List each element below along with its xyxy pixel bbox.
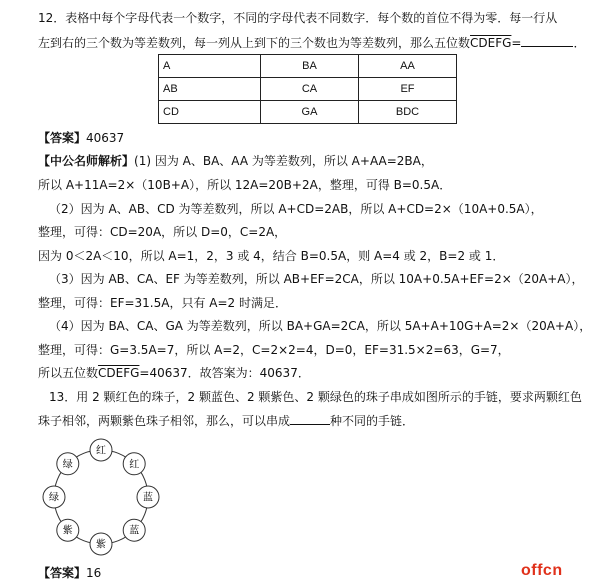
table-cell: BA [261,55,359,78]
answer-label: 【答案】 [38,131,87,145]
table-row [159,55,457,78]
analysis-line-9: 整理，可得：G=3.5A=7，所以 A=2，C=2×2=4，D=0，EF=31.5×2=63，G=7， [38,343,510,357]
answer-blank [521,34,573,47]
beads [43,439,159,555]
analysis-line-4: 整理，可得：CD=20A，所以 D=0，C=2A， [38,225,287,239]
table-cell: AB [159,78,261,101]
bead-bracelet-diagram [36,433,166,561]
bead-label: 绿 [49,492,59,504]
q13-line1: 13．用 2 颗红色的珠子，2 颗蓝色、2 颗紫色、2 颗绿色的珠子串成如图所示的手链，要求两颗红色 [49,390,582,404]
overlined-number: CDEFG [470,36,512,50]
bead [123,519,145,541]
equals-sign: = [511,36,522,50]
q13-text: 珠子相邻，两颗紫色珠子相邻，那么，可以串成 [38,414,291,428]
bead-label: 红 [129,459,140,471]
q13-line2 [38,412,414,429]
bead-label: 绿 [62,459,73,471]
letter-table [158,54,457,124]
bead [137,486,159,508]
answer-value: 16 [86,566,102,580]
bead [90,533,112,555]
analysis-line-7: 整理，可得：EF=31.5A，只有 A=2 时满足． [38,296,287,310]
table-cell: AA [359,55,457,78]
analysis-line-6: （3）因为 AB、CA、EF 为等差数列，所以 AB+EF=2CA，所以 10A+0.5A+EF=2×（20A+A）， [49,272,584,286]
bead [57,519,79,541]
analysis-line-5: 因为 0＜2A＜10，所以 A=1，2，3 或 4，结合 B=0.5A，则 A=4 或 2，B=2 或 1． [38,249,505,263]
bead [123,453,145,475]
q13-text: 种不同的手链． [330,414,415,428]
bead-label: 蓝 [143,492,153,504]
answer-label: 【答案】 [38,566,87,580]
answer-1 [38,130,124,146]
analysis-label: 【中公名师解析】 [38,154,135,168]
analysis-text: (1) 因为 A、BA、AA 为等差数列，所以 A+AA=2BA， [134,154,433,168]
table-cell: A [159,55,261,78]
analysis-text: 所以五位数 [38,366,99,380]
analysis-line-3: （2）因为 A、AB、CD 为等差数列，所以 A+CD=2AB，所以 A+CD=2×（10A+0.5A）， [49,202,543,216]
q12-line2-text: 左到右的三个数为等差数列，每一列从上到下的三个数也为等差数列，那么五位数 [38,36,471,50]
table-row [159,101,457,124]
overlined-number: CDEFG [98,366,140,380]
analysis-line-2: 所以 A+11A=2×（10B+A），所以 12A=20B+2A，整理，可得 B=0.5A． [38,178,452,192]
analysis-line-8: （4）因为 BA、CA、GA 为等差数列，所以 BA+GA=2CA，所以 5A+A+10G+A=2×（20A+A）， [49,319,592,333]
bead [90,439,112,461]
answer-value: 40637 [86,131,125,145]
period: ． [573,36,586,50]
bead [57,453,79,475]
watermark-logo: offcn [521,562,563,579]
answer-blank [290,412,330,425]
analysis-line-10 [38,365,310,381]
bead-label: 紫 [62,525,73,537]
q12-line1: 12．表格中每个字母代表一个数字，不同的字母代表不同数字．每个数的首位不得为零．每一行从 [38,11,558,25]
bead [43,486,65,508]
table-cell: CA [261,78,359,101]
q12-line2 [38,34,586,51]
answer-2 [38,565,101,581]
bead-label: 蓝 [129,525,140,537]
table-cell: GA [261,101,359,124]
table-cell: CD [159,101,261,124]
bead-label: 紫 [96,539,106,551]
analysis-line-1 [38,153,433,169]
table-row [159,78,457,101]
table-cell: EF [359,78,457,101]
bead-label: 红 [96,445,106,457]
table-cell: BDC [359,101,457,124]
analysis-text: =40637．故答案为：40637． [139,366,310,380]
